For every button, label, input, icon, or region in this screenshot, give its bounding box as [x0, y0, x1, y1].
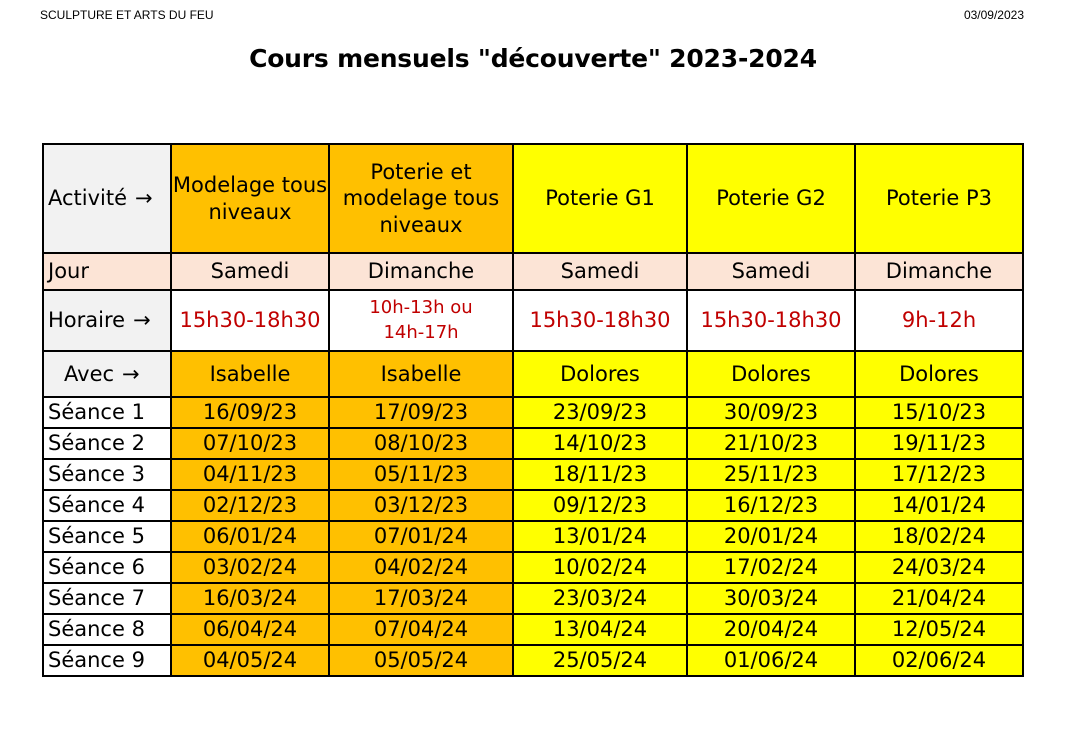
time-text: 10h-13h ou 14h-17h — [369, 297, 473, 343]
activity-label: Activité — [48, 186, 128, 211]
organization-name: SCULPTURE ET ARTS DU FEU — [40, 8, 214, 22]
session-date-cell: 16/09/23 — [171, 397, 329, 428]
session-date-cell: 03/02/24 — [171, 552, 329, 583]
session-date-cell: 02/06/24 — [855, 645, 1023, 676]
arrow-right-icon: → — [133, 308, 151, 333]
session-row — [43, 614, 1023, 645]
session-label: Séance 9 — [43, 645, 171, 676]
session-row — [43, 428, 1023, 459]
session-row — [43, 490, 1023, 521]
session-date-cell: 15/10/23 — [855, 397, 1023, 428]
session-label: Séance 8 — [43, 614, 171, 645]
session-date-cell: 07/04/24 — [329, 614, 513, 645]
session-row — [43, 583, 1023, 614]
session-date-cell: 30/03/24 — [687, 583, 855, 614]
session-date-cell: 13/04/24 — [513, 614, 687, 645]
time-cell: 15h30-18h30 — [171, 290, 329, 351]
session-label: Séance 7 — [43, 583, 171, 614]
session-row — [43, 459, 1023, 490]
session-date-cell: 08/10/23 — [329, 428, 513, 459]
session-date-cell: 04/11/23 — [171, 459, 329, 490]
session-date-cell: 16/12/23 — [687, 490, 855, 521]
session-date-cell: 21/10/23 — [687, 428, 855, 459]
session-date-cell: 17/09/23 — [329, 397, 513, 428]
instructor-cell: Isabelle — [329, 351, 513, 397]
instructor-label-cell — [43, 351, 171, 397]
time-cell: 9h-12h — [855, 290, 1023, 351]
session-date-cell: 20/01/24 — [687, 521, 855, 552]
session-date-cell: 07/10/23 — [171, 428, 329, 459]
session-date-cell: 17/12/23 — [855, 459, 1023, 490]
document-date: 03/09/2023 — [963, 8, 1024, 22]
day-cell: Dimanche — [329, 253, 513, 290]
page-title: Cours mensuels "découverte" 2023-2024 — [249, 44, 817, 73]
session-date-cell: 10/02/24 — [513, 552, 687, 583]
session-date-cell: 30/09/23 — [687, 397, 855, 428]
schedule-label-cell — [43, 290, 171, 351]
activity-cell: Modelage tous niveaux — [171, 144, 329, 253]
session-date-cell: 02/12/23 — [171, 490, 329, 521]
session-date-cell: 05/11/23 — [329, 459, 513, 490]
activity-label-cell — [43, 144, 171, 253]
instructor-cell: Dolores — [687, 351, 855, 397]
session-date-cell: 07/01/24 — [329, 521, 513, 552]
session-date-cell: 20/04/24 — [687, 614, 855, 645]
session-date-cell: 04/02/24 — [329, 552, 513, 583]
session-date-cell: 17/03/24 — [329, 583, 513, 614]
instructor-row — [43, 351, 1023, 397]
session-label: Séance 2 — [43, 428, 171, 459]
session-date-cell: 06/01/24 — [171, 521, 329, 552]
session-row — [43, 397, 1023, 428]
session-date-cell: 23/09/23 — [513, 397, 687, 428]
session-date-cell: 14/01/24 — [855, 490, 1023, 521]
session-date-cell: 16/03/24 — [171, 583, 329, 614]
session-label: Séance 5 — [43, 521, 171, 552]
schedule-table — [42, 143, 1024, 677]
session-date-cell: 04/05/24 — [171, 645, 329, 676]
session-date-cell: 05/05/24 — [329, 645, 513, 676]
session-row — [43, 645, 1023, 676]
session-date-cell: 01/06/24 — [687, 645, 855, 676]
session-label: Séance 6 — [43, 552, 171, 583]
session-label: Séance 4 — [43, 490, 171, 521]
instructor-cell: Dolores — [513, 351, 687, 397]
session-date-cell: 18/02/24 — [855, 521, 1023, 552]
sessions-body — [43, 397, 1023, 676]
instructor-label: Avec — [64, 361, 115, 386]
day-cell: Dimanche — [855, 253, 1023, 290]
session-date-cell: 12/05/24 — [855, 614, 1023, 645]
session-label: Séance 1 — [43, 397, 171, 428]
session-date-cell: 18/11/23 — [513, 459, 687, 490]
session-date-cell: 25/11/23 — [687, 459, 855, 490]
session-row — [43, 521, 1023, 552]
time-cell: 15h30-18h30 — [513, 290, 687, 351]
session-date-cell: 25/05/24 — [513, 645, 687, 676]
schedule-label: Horaire — [48, 308, 126, 333]
instructor-cell: Dolores — [855, 351, 1023, 397]
activity-cell: Poterie G1 — [513, 144, 687, 253]
time-cell: 15h30-18h30 — [687, 290, 855, 351]
time-cell — [329, 290, 513, 351]
session-date-cell: 24/03/24 — [855, 552, 1023, 583]
arrow-right-icon: → — [135, 186, 153, 211]
activity-row — [43, 144, 1023, 253]
day-row — [43, 253, 1023, 290]
session-row — [43, 552, 1023, 583]
activity-cell: Poterie P3 — [855, 144, 1023, 253]
instructor-cell: Isabelle — [171, 351, 329, 397]
session-date-cell: 09/12/23 — [513, 490, 687, 521]
day-cell: Samedi — [171, 253, 329, 290]
session-date-cell: 19/11/23 — [855, 428, 1023, 459]
session-date-cell: 14/10/23 — [513, 428, 687, 459]
day-cell: Samedi — [513, 253, 687, 290]
day-label: Jour — [43, 253, 171, 290]
activity-cell: Poterie et modelage tous niveaux — [329, 144, 513, 253]
session-date-cell: 21/04/24 — [855, 583, 1023, 614]
schedule-row — [43, 290, 1023, 351]
session-date-cell: 06/04/24 — [171, 614, 329, 645]
session-date-cell: 23/03/24 — [513, 583, 687, 614]
session-date-cell: 03/12/23 — [329, 490, 513, 521]
arrow-right-icon: → — [122, 361, 140, 386]
activity-cell: Poterie G2 — [687, 144, 855, 253]
session-date-cell: 17/02/24 — [687, 552, 855, 583]
session-label: Séance 3 — [43, 459, 171, 490]
day-cell: Samedi — [687, 253, 855, 290]
session-date-cell: 13/01/24 — [513, 521, 687, 552]
